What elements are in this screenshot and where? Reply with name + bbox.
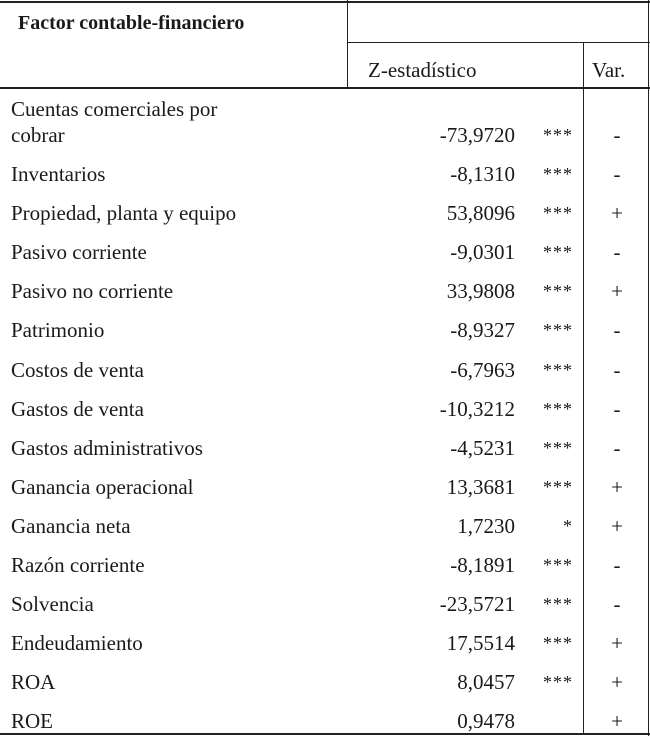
z-value: -9,0301 [450, 240, 515, 265]
z-value: -8,9327 [450, 318, 515, 343]
variation-sign: - [613, 435, 621, 460]
row-label: Inventarios [11, 162, 106, 186]
row-label: Gastos de venta [11, 396, 144, 421]
variation-sign: - [613, 162, 621, 186]
significance-stars: *** [543, 359, 573, 380]
header-divider-vertical [347, 0, 348, 88]
z-value: -8,1891 [450, 553, 515, 577]
variation-sign: - [613, 357, 621, 382]
significance-stars: *** [543, 437, 573, 458]
significance-stars: *** [543, 242, 573, 263]
z-value: 13,3681 [446, 474, 515, 499]
column-header-z-statistic: Z-estadístico [368, 58, 477, 82]
row-label: Endeudamiento [11, 631, 143, 656]
table-row [0, 193, 650, 232]
z-value: 1,7230 [457, 513, 515, 538]
row-label: ROA [11, 670, 56, 695]
variation-sign: - [613, 553, 621, 577]
z-value: -8,1310 [450, 162, 515, 186]
column-header-var: Var. [592, 58, 626, 82]
z-value: 17,5514 [446, 631, 515, 656]
row-label [11, 96, 217, 148]
significance-stars: *** [543, 281, 573, 302]
variation-sign: + [611, 279, 623, 304]
significance-stars: *** [543, 398, 573, 419]
z-value: 8,0457 [457, 670, 515, 695]
table-row [0, 389, 650, 428]
significance-stars: *** [543, 594, 573, 615]
row-label: Pasivo no corriente [11, 279, 174, 304]
z-value: -10,3212 [439, 396, 515, 421]
significance-stars: *** [543, 320, 573, 341]
row-label: Pasivo corriente [11, 240, 147, 265]
variation-sign: + [611, 670, 623, 695]
variation-sign: - [613, 592, 621, 617]
z-value: 53,8096 [446, 201, 515, 226]
table-row [0, 88, 650, 154]
top-border [0, 1, 650, 3]
row-label: Costos de venta [11, 357, 144, 382]
variation-sign: + [611, 631, 623, 656]
significance-stars: *** [543, 164, 573, 184]
row-label: Solvencia [11, 592, 94, 617]
row-label: ROE [11, 709, 53, 734]
table-row [0, 232, 650, 271]
row-label: Razón corriente [11, 553, 145, 577]
table-row [0, 271, 650, 310]
column-header-factor: Factor contable-financiero [18, 12, 245, 34]
z-value: 0,9478 [457, 709, 515, 734]
row-label-line1: Cuentas comerciales por [11, 97, 218, 121]
variation-sign: - [613, 123, 621, 147]
variation-sign: + [611, 201, 623, 226]
variation-sign: - [613, 240, 621, 265]
significance-stars: *** [543, 203, 573, 224]
table-row [0, 584, 650, 623]
significance-stars: * [563, 515, 573, 536]
row-label: Gastos administrativos [11, 435, 203, 460]
row-label: Patrimonio [11, 318, 105, 343]
table-row [0, 350, 650, 389]
table-row [0, 506, 650, 545]
significance-stars: *** [543, 476, 573, 497]
table-row [0, 428, 650, 467]
significance-stars: *** [543, 633, 573, 654]
table-row [0, 310, 650, 349]
z-value: -73,9720 [439, 123, 515, 147]
significance-stars: *** [543, 555, 573, 575]
variation-sign: + [611, 513, 623, 538]
z-value: -23,5721 [439, 592, 515, 617]
z-value: -6,7963 [450, 357, 515, 382]
table-row [0, 701, 650, 740]
table-row [0, 623, 650, 662]
table-row [0, 662, 650, 701]
significance-stars: *** [543, 125, 573, 145]
variation-sign: - [613, 396, 621, 421]
row-label: Ganancia neta [11, 513, 131, 538]
table-row [0, 154, 650, 193]
row-label: Propiedad, planta y equipo [11, 201, 237, 226]
z-value: 33,9808 [446, 279, 515, 304]
row-label: Ganancia operacional [11, 474, 194, 499]
significance-stars: *** [543, 672, 573, 693]
row-label-line2: cobrar [11, 123, 65, 147]
z-value: -4,5231 [450, 435, 515, 460]
table-row [0, 545, 650, 584]
variation-sign: - [613, 318, 621, 343]
header-divider-horizontal [347, 42, 650, 43]
table-row [0, 467, 650, 506]
variation-sign: + [611, 709, 623, 734]
variation-sign: + [611, 474, 623, 499]
